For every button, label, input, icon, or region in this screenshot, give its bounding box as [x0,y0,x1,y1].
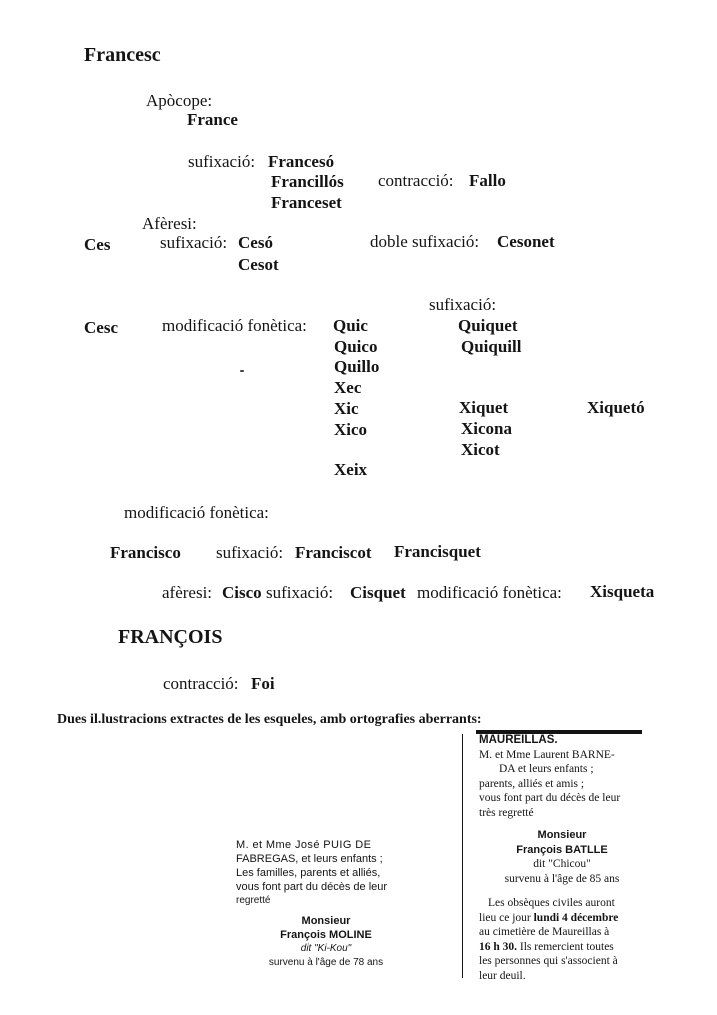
aferesi-label-2: afèresi: [162,583,213,602]
obituary-1-line-4: vous font part du décès de leur [236,881,388,893]
obituary-1-line-3: Les familles, parents et alliés, [236,867,381,879]
obituary-1-line-5: regretté [236,895,271,906]
sufixacio-label-2: sufixació: [160,233,228,252]
obituary-2-p2-line-4 [479,940,645,955]
name-franceset: Franceset [271,193,342,212]
name-quiquill: Quiquill [461,337,522,356]
contraccio-label-2: contracció: [163,674,239,693]
name-ces: Ces [84,235,111,254]
obituary-2-line-2: DA et leurs enfants ; [499,763,594,775]
name-quic: Quic [333,316,368,335]
name-xicona: Xicona [461,419,512,438]
obituary-2-p2-line-2-text: lieu ce jour [479,911,534,924]
speck-mark [240,370,244,372]
name-francisquet: Francisquet [394,542,481,561]
name-xisqueta: Xisqueta [590,582,655,601]
name-cesot: Cesot [238,255,279,274]
obituary-2-p2-line-6: leur deuil. [479,969,526,982]
obituary-clipping-moline [236,838,416,970]
sufixacio-label-1: sufixació: [188,152,256,171]
obituary-2-line-4: vous font part du décès de leur [479,792,621,804]
obituary-2-line-5: très regretté [479,806,534,819]
name-xico: Xico [334,420,368,439]
name-france: France [187,110,238,129]
modificacio-label-1: modificació fonètica: [162,316,307,335]
apocope-label: Apòcope: [146,91,213,110]
name-xeix: Xeix [334,460,368,479]
heading-francois: FRANÇOIS [118,626,223,648]
name-xiqueto: Xiquetó [587,398,645,417]
name-ceso: Cesó [238,233,273,252]
name-cisquet: Cisquet [350,583,406,602]
obituary-2-p2-line-3: au cimetière de Maureillas à [479,926,610,938]
name-foi: Foi [251,674,275,693]
obituary-1-line-2: FABREGAS, et leurs enfants ; [236,853,383,865]
obituary-2-line-1: M. et Mme Laurent BARNE- [479,748,615,761]
obituary-2-p2-line-1: Les obsèques civiles auront [488,897,615,909]
obituary-1-name: François MOLINE [280,929,372,941]
obituary-2-nickname: dit "Chicou" [533,858,591,870]
obituary-2-name: François BATLLE [516,843,608,856]
heading-francesc: Francesc [84,44,161,66]
name-xicot: Xicot [461,440,500,459]
caption: Dues il.lustracions extractes de les esqueles, amb ortografies aberrants: [57,712,482,727]
name-xic: Xic [334,399,359,418]
aferesi-label-1: Afèresi: [142,214,197,233]
name-cesonet: Cesonet [497,232,555,251]
modificacio-label-3: modificació fonètica: [417,583,562,602]
name-francillos: Francillós [271,172,344,191]
name-quico: Quico [334,337,378,356]
name-xec: Xec [334,378,362,397]
obituary-1-nickname: dit "Ki-Kou" [300,943,352,954]
sufixacio-label-4: sufixació: [216,543,284,562]
obituary-2-heading: MAUREILLAS. [479,734,558,746]
obituary-clipping-batlle [479,733,645,983]
name-quillo: Quillo [334,357,380,376]
name-quiquet: Quiquet [458,316,518,335]
obituary-2-date: lundi 4 décembre [533,911,619,924]
name-franciscot: Franciscot [295,543,372,562]
obituary-2-title: Monsieur [537,829,587,841]
obituary-2-p2-line-4-text: Ils remercient toutes [517,940,614,953]
name-fallo: Fallo [469,171,506,190]
obituary-2-age: survenu à l'âge de 85 ans [504,872,620,885]
obituary-2-p2-line-2 [479,911,645,926]
name-francisco: Francisco [110,543,181,562]
name-xiquet: Xiquet [459,398,509,417]
modificacio-label-2: modificació fonètica: [124,503,269,522]
obituary-1-age: survenu à l'âge de 78 ans [268,957,384,968]
name-cesc: Cesc [84,318,118,337]
name-franceso: Francesó [268,152,335,171]
doble-sufixacio-label: doble sufixació: [370,232,480,251]
name-cisco: Cisco [222,583,262,602]
obituary-1-line-1: M. et Mme José PUIG DE [236,839,372,851]
clipping-left-rule [462,734,463,978]
obituary-2-p2-line-5: les personnes qui s'associent à [479,955,618,967]
sufixacio-label-3: sufixació: [429,295,497,314]
sufixacio-label-5: sufixació: [266,583,334,602]
contraccio-label-1: contracció: [378,171,454,190]
obituary-2-time: 16 h 30. [479,940,518,953]
obituary-2-line-3: parents, alliés et amis ; [479,777,585,790]
obituary-1-title: Monsieur [301,915,351,927]
